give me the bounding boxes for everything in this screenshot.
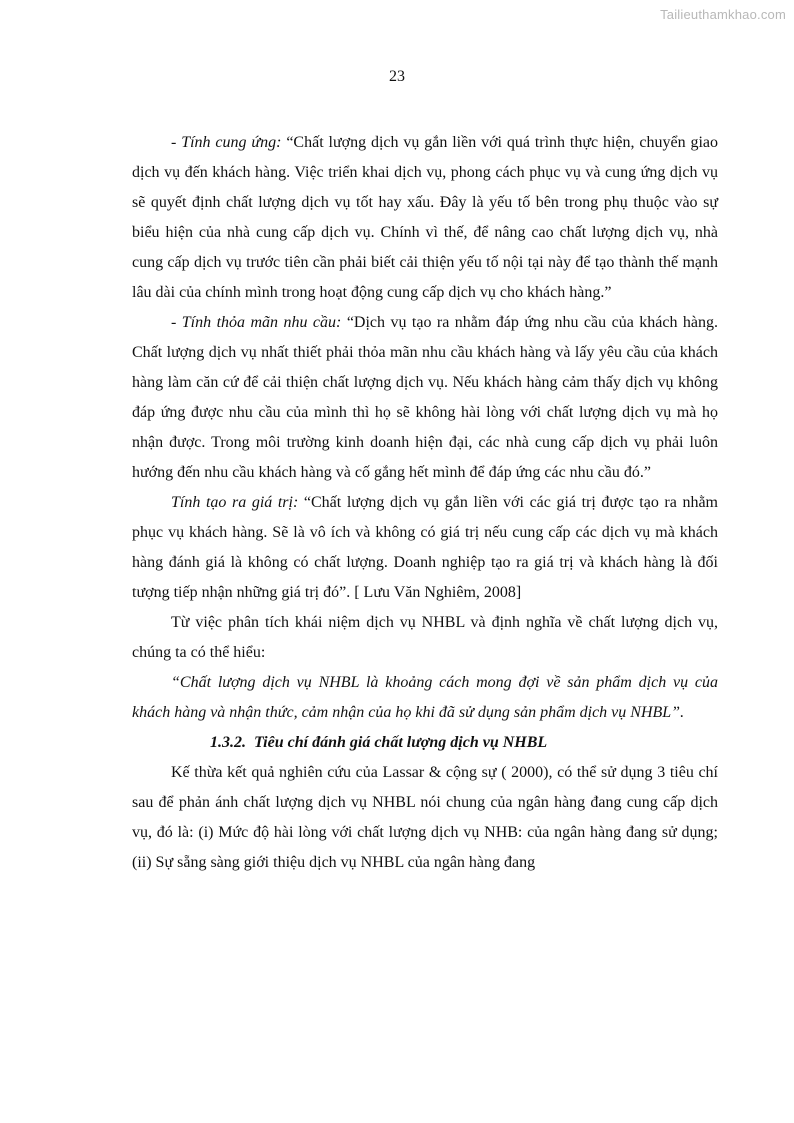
paragraph-analysis: Từ việc phân tích khái niệm dịch vụ NHBL và định nghĩa về chất lượng dịch vụ, chúng ta có thể hiểu:: [132, 614, 718, 661]
watermark: Tailieuthamkhao.com: [660, 7, 786, 22]
page-number: 23: [389, 68, 405, 85]
paragraph-value: [132, 488, 718, 608]
paragraph-supply: [132, 128, 718, 308]
definition-quote: “Chất lượng dịch vụ NHBL là khoảng cách mong đợi về sản phẩm dịch vụ của khách hàng và nhận thức, cảm nhận của họ khi đã sử dụng sản phẩm dịch vụ NHBL”.: [132, 674, 718, 721]
bullet-dash: -: [171, 134, 182, 151]
bullet-dash: -: [171, 314, 182, 331]
term-supply: Tính cung ứng:: [181, 134, 282, 151]
paragraph-text: “Chất lượng dịch vụ gắn liền với các giá trị được tạo ra nhằm phục vụ khách hàng. Sẽ là vô ích và không có giá trị nếu cung cấp các dịch vụ mà khách hàng đánh giá là không có chất lượng. Doanh nghiệp tạo ra giá trị và khách hàng là đối tượng tiếp nhận những giá trị đó”. [ Lưu Văn Nghiêm, 2008]: [132, 494, 718, 601]
paragraph-criteria: Kế thừa kết quả nghiên cứu của Lassar & cộng sự ( 2000), có thể sử dụng 3 tiêu chí sau để phản ánh chất lượng dịch vụ NHBL nói chung của ngân hàng đang cung cấp dịch vụ, đó là: (i) Mức độ hài lòng với chất lượng dịch vụ NHB: của ngân hàng đang sử dụng; (ii) Sự sẵng sàng giới thiệu dịch vụ NHBL của ngân hàng đang: [132, 764, 718, 871]
paragraph-text: “Chất lượng dịch vụ gắn liền với quá trình thực hiện, chuyển giao dịch vụ đến khách hàng. Việc triển khai dịch vụ, phong cách phục vụ và cung ứng dịch vụ sẽ quyết định chất lượng dịch vụ tốt hay xấu. Đây là yếu tố bên trong phụ thuộc vào sự biểu hiện của nhà cung cấp dịch vụ. Chính vì thế, để nâng cao chất lượng dịch vụ, nhà cung cấp dịch vụ trước tiên cần phải biết cải thiện yếu tố nội tại này để tạo thành thế mạnh lâu dài của chính mình trong hoạt động cung cấp dịch vụ cho khách hàng.”: [132, 134, 719, 301]
paragraph-satisfaction: [132, 308, 718, 488]
section-title: Tiêu chí đánh giá chất lượng dịch vụ NHBL: [254, 734, 548, 751]
term-satisfaction: Tính thỏa mãn nhu cầu:: [181, 314, 342, 331]
paragraph-text: “Dịch vụ tạo ra nhằm đáp ứng nhu cầu của khách hàng. Chất lượng dịch vụ nhất thiết phải thỏa mãn nhu cầu khách hàng và lấy yêu cầu của khách hàng làm căn cứ để cải thiện chất lượng dịch vụ. Nếu khách hàng cảm thấy dịch vụ không đáp ứng được nhu cầu của mình thì họ sẽ không hài lòng với chất lượng dịch vụ mà họ nhận được. Trong môi trường kinh doanh hiện đại, các nhà cung cấp dịch vụ phải luôn hướng đến nhu cầu khách hàng và cố gắng hết mình để đáp ứng các nhu cầu đó.”: [132, 314, 719, 481]
document-body: [132, 128, 718, 878]
term-value: Tính tạo ra giá trị:: [171, 494, 299, 511]
section-number: 1.3.2.: [210, 734, 246, 751]
section-heading: [132, 728, 718, 758]
